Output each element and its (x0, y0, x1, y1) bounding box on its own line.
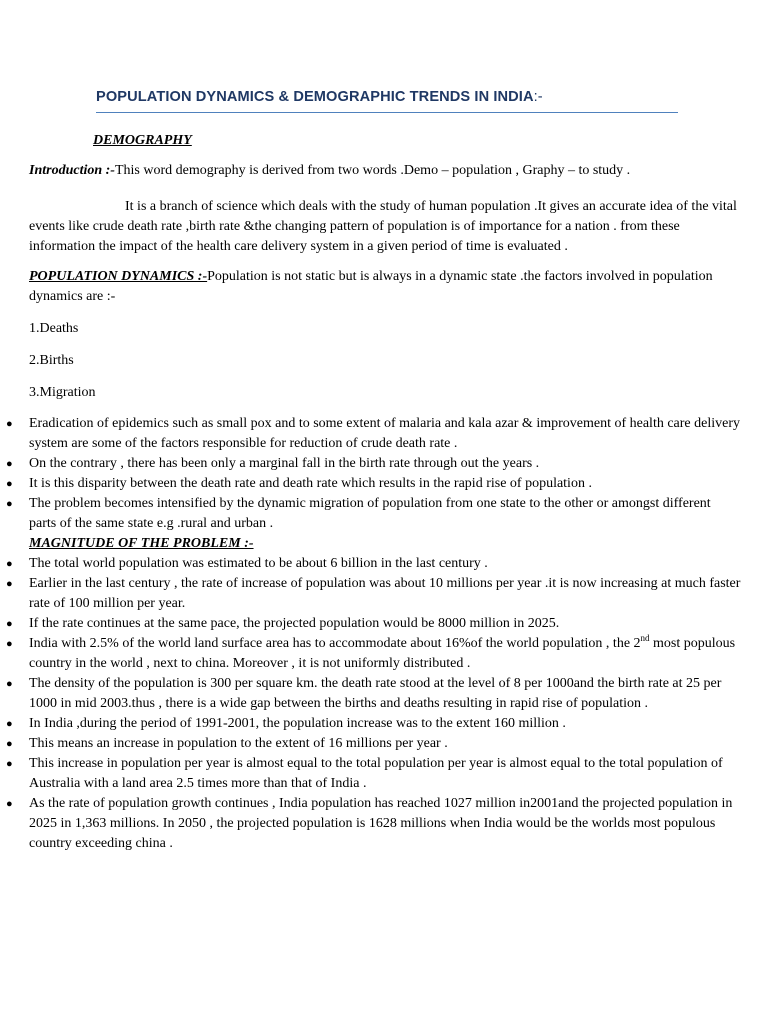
list-item (6, 574, 741, 614)
list-item (6, 674, 741, 714)
magnitude-bullet-list (6, 554, 741, 854)
list-item-text: Eradication of epidemics such as small pox and to some extent of malaria and kala azar & improvement of health care delivery system are some of the factors responsible for reduction of crude death rate . (29, 416, 741, 451)
list-item (6, 554, 741, 574)
factor-deaths: 1.Deaths (29, 321, 79, 336)
title-underline-rule (96, 112, 678, 113)
document-body (6, 131, 741, 854)
introduction-text: This word demography is derived from two words .Demo – population , Graphy – to study . (114, 163, 631, 178)
page-title-text: POPULATION DYNAMICS & DEMOGRAPHIC TRENDS IN INDIA (96, 89, 534, 105)
list-item-text: If the rate continues at the same pace, the projected population would be 8000 million in 2025. (29, 616, 560, 631)
page-title (96, 89, 678, 105)
factor-migration: 3.Migration (29, 385, 96, 400)
magnitude-heading: MAGNITUDE OF THE PROBLEM :- (29, 536, 254, 551)
list-item (6, 414, 741, 454)
bullet-dot-icon: ● (6, 458, 13, 470)
bullet-dot-icon: ● (6, 718, 13, 730)
india-bullet-text-post: most populous country in the world , next to china. Moreover , it is not uniformly distributed . (29, 636, 736, 671)
list-item-text: It is this disparity between the death rate and death rate which results in the rapid rise of population . (29, 476, 592, 491)
page-title-suffix: :- (533, 89, 543, 105)
demography-heading: DEMOGRAPHY (93, 133, 192, 148)
list-item (6, 714, 741, 734)
list-item (6, 754, 741, 794)
list-item (6, 614, 741, 634)
bullet-dot-icon: ● (6, 798, 13, 810)
list-item (6, 494, 741, 534)
bullet-dot-icon: ● (6, 738, 13, 750)
population-dynamics-text: Population is not static but is always in a dynamic state .the factors involved in population dynamics are :- (29, 269, 713, 304)
bullet-dot-icon: ● (6, 758, 13, 770)
list-item-text: This means an increase in population to the extent of 16 millions per year . (29, 736, 448, 751)
bullet-dot-icon: ● (6, 678, 13, 690)
list-item-text: As the rate of population growth continues , India population has reached 1027 million in2001and the projected population in 2025 in 1,363 millions. In 2050 , the projected population is 1628 millions when India would be the worlds most populous country exceeding china . (29, 796, 733, 851)
bullet-dot-icon: ● (6, 498, 13, 510)
population-dynamics-paragraph (29, 267, 741, 307)
list-item (6, 454, 741, 474)
list-item-text: Earlier in the last century , the rate of increase of population was about 10 millions per year .it is now increasing at much faster rate of 100 million per year. (29, 576, 741, 611)
bullet-dot-icon: ● (6, 638, 13, 650)
ordinal-superscript: nd (640, 633, 650, 643)
bullet-dot-icon: ● (6, 558, 13, 570)
list-item-text: The total world population was estimated to be about 6 billion in the last century . (29, 556, 488, 571)
list-item (6, 633, 741, 674)
list-item (6, 794, 741, 854)
list-item-text: In India ,during the period of 1991-2001, the population increase was to the extent 160 million . (29, 716, 566, 731)
list-item (6, 734, 741, 754)
list-item-text: On the contrary , there has been only a marginal fall in the birth rate through out the years . (29, 456, 540, 471)
introduction-label: Introduction :- (29, 163, 115, 178)
list-item-text: The density of the population is 300 per square km. the death rate stood at the level of 8 per 1000and the birth rate at 25 per 1000 in mid 2003.thus , there is a wide gap between the births and deaths resulting in rapid rise of population . (29, 676, 722, 711)
branch-of-science-paragraph: It is a branch of science which deals with the study of human population .It gives an accurate idea of the vital events like crude death rate ,birth rate &the changing pattern of population is of importance for a nation . from these information the impact of the health care delivery system in a given period of time is evaluated . (29, 199, 737, 254)
introduction-paragraph (29, 161, 741, 181)
dynamics-bullet-list (6, 414, 741, 534)
bullet-dot-icon: ● (6, 618, 13, 630)
list-item (6, 474, 741, 494)
india-bullet-text-pre: India with 2.5% of the world land surface area has to accommodate about 16%of the world population , the 2 (29, 636, 641, 651)
list-item-text: The problem becomes intensified by the dynamic migration of population from one state to the other or amongst different parts of the same state e.g .rural and urban . (29, 496, 711, 531)
list-item-text: This increase in population per year is almost equal to the total population per year is almost equal to the total population of Australia with a land area 2.5 times more than that of India . (29, 756, 723, 791)
bullet-dot-icon: ● (6, 578, 13, 590)
bullet-dot-icon: ● (6, 418, 13, 430)
population-dynamics-label: POPULATION DYNAMICS :- (29, 269, 208, 284)
factor-births: 2.Births (29, 353, 74, 368)
bullet-dot-icon: ● (6, 478, 13, 490)
